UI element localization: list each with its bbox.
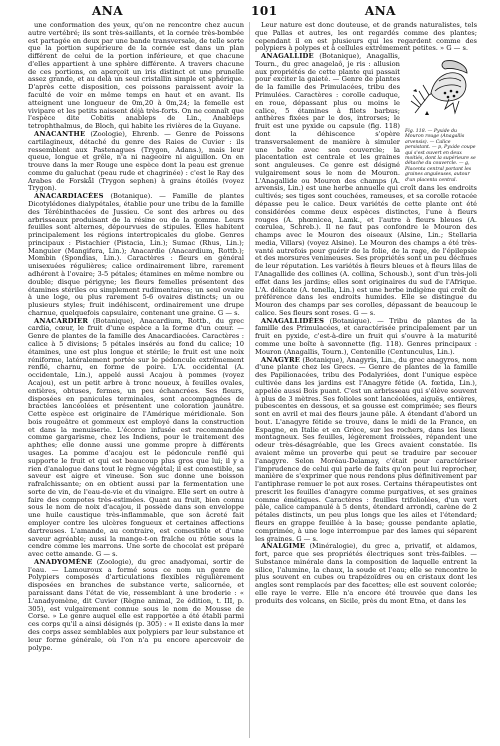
- entry-paragraph: [255, 318, 477, 357]
- entry-headword: ANADYOMÈNE: [34, 557, 93, 566]
- entry-text: (Botanique). — Tribu de plantes de la famille des Primulacées, et caractérisée principalement par un fruit en pyxide, c'est-à-dire un fruit qui s'ouvre à la maturité comme une boîte à savonnette (fig. 118). Genres principaux : Mouron (Anagallis, Tourn.), Centenille (Centunculus, Lin.).: [255, 316, 477, 356]
- entry-headword: ANACANTHE: [34, 129, 86, 138]
- pyxide-illustration: [405, 55, 477, 125]
- entry-headword: ANALGIME: [261, 542, 306, 551]
- figure-118: [405, 55, 477, 183]
- entry-paragraph: [28, 559, 244, 652]
- entry-headword: ANAGYRE: [261, 355, 301, 364]
- entry-text: (Botanique), Anagyris, Lin., du grec anagyros, nom d'une plante chez les Grecs. — Genre de plantes de la famille des Papilionacées, tribu des Podalyriées, dont l'unique espèce cultivée dans les jardins est l'Anagyre fétide (A. fœtida, Lin.), appelée aussi Bois puant. C'est un arbrisseau qui s'élève souvent à plus de 3 mètres. Ses folioles sont lancéolées, aiguës, entières, pubescentes en dessous, et sa gousse est comprimée; ses fleurs sont en avril et mai des fleurs jaune pâle. A étendant d'abord un bout. L'anagyre fétide se trouve, dans le midi de la France, en Espagne, en Italie et en Grèce, sur les rochers, dans les lieux montagneux. Ses feuilles, légèrement froissées, répandent une odeur très-désagréable, que les Grecs avaient constatée. Ils avaient même un proverbe qui peut se traduire par secouer l'anagyre. Selon Moréau-Delamay, c'était pour caractériser l'imprudence de celui qui parle de faits qu'on peut lui reprocher, manière de s'exprimer que nous rendons plus définitivement par l'antiphrase remuer le pot aux roses. Certains thérapeutistes ont prescrit les feuilles d'anagyre comme purgatives, et ses graines comme émétiques. Caractères : feuilles trifoliolées, d'un vert pâle, calice campanulé à 5 dents, étendard arrondi, carène de 2 pétales distincts, un peu plus longs que les ailes et l'étendard; fleurs en grappe feuillée à la base; gousse pendante aplatie, comprimée, à une loge interrompue par des lames qui séparent les graines. G — s.: [255, 355, 477, 543]
- running-head-right: ANA: [364, 4, 396, 18]
- entry-paragraph: [255, 22, 477, 53]
- entry-text: (Botanique). — Famille de plantes Dicotylédones dialypétales, établie pour une tribu de la famille des Térébinthacées de Jussieu. Ce sont des arbres ou des arbrisseaux produisant de la résine ou de la gomme. Leurs feuilles sont alternes, dépourvues de stipules. Elles habitent principalement les régions intertropicales du globe. Genres principaux : Pistachier (Pistacia, Lin.); Sumac (Rhus, Lin.); Manguier (Mangifera, Lin.); Anacardie (Anacardium, Rottb.); Mombin (Spondias, Lin.). Caractères : fleurs en général unisexuées régulières; calice ordinairement libre, rarement adhérent à l'ovaire; 3-5 pétales; étamines en même nombre ou double; disque périgyne; les fleurs femelles présentent des étamines stériles ou simplement rudimentaires; un seul ovaire à une loge, ou plus rarement 5-6 ovaires distincts; un ou plusieurs styles; fruit indéhiscent, ordinairement une drupe charnue, quelquefois capsulaire, contenant une graine. G — s.: [28, 192, 244, 317]
- entry-text: (Zoologie), Ehrenb. — Genre de Poissons cartilagineux, détaché du genre des Raies de Cuvier : ils ressemblent aux Pastenagues (Trygon, Adans.), mais leur queue, longue et grêle, n'a ni nageoire ni aiguillon. On en trouve dans la mer Rouge une espèce dont la peau est grenue comme du galuchat (peau rude et chagrinée) : c'est le Ray des Arabes de Forskål (Trygon sephen) à grains étoilés (voyez Trygon).: [28, 129, 244, 193]
- figure-caption: Fig. 118. — Pyxide du Mouron rouge (Anagallis arvensis). — Calice persistant. — p, Pyxide coupe qui s'est ouvert en deux moitiés, dont la supérieure se détache du couvercle. — g, Placenta central portant les graines anguleuses, autour d'un placenta central.: [405, 128, 476, 183]
- entry-paragraph: [28, 193, 244, 318]
- entry-text: Leur nature est donc douteuse, et de grands naturalistes, tels que Pallas et autres, les ont regardés comme des plantes; cependant il en est plusieurs qui les regardent comme des polypiers à polypes et à cellules extrêmement petites. » G — s.: [255, 22, 477, 53]
- entry-text: (Minéralogie), du grec a, privatif, et aldamos, fort, parce que ses propriétés électriques sont très-faibles. — Substance minérale dans la composition de laquelle entrent la silice, l'alumine, la chaux, la soude et l'eau; elle se rencontre le plus souvent en cubes ou trapézoïdres ou en cristaux dont les angles sont remplacés par des facettes; elle est souvent colorée; elle raye le verre. Elle n'a encore été trouvée que dans les produits des volcans, en Sicile, près du mont Etna, et dans les: [255, 542, 477, 605]
- entry-headword: ANACARDIER: [34, 316, 89, 325]
- right-column: [255, 22, 477, 742]
- entry-headword: ANACARDIACÉES: [34, 192, 104, 201]
- column-divider: [249, 22, 250, 738]
- left-column: [28, 22, 244, 742]
- entry-paragraph: [255, 543, 477, 605]
- entry-text: une conformation des yeux, qu'on ne rencontre chez aucun autre vertébré; ils sont très-saillants, et la cornée très-bombée est partagée en deux par une bande transversale, de telle sorte que la portion supérieure de la cornée est dans un plan différent de celui de la portion inférieure, et que chacune d'elles appartient à une sphère différente. A travers chacune de ces portions, on aperçoit un iris distinct et une prunelle assez grande, et au delà un seul cristallin simple et sphérique. D'après cette disposition, ces poissons paraissent avoir la faculté de voir en même temps en haut et en avant. Ils atteignent une longueur de 0m,20 à 0m,24; la femelle est vivipare et les petits naissent déjà très-forts. On ne connaît que l'espèce dite Cobitis anableps de Lin., Anableps tetrophthalmus, de Bloch, qui habite les rivières de la Guyane.: [28, 22, 244, 131]
- page-number: 101: [251, 4, 278, 18]
- entry-text: (Botanique), Anagallis, Tourn., du grec anagelaô, je ris : allusion aux propriétés de cette plante qui passait pour exciter la gaieté. — Genre de plantes de la famille des Primulacées, tribu des Primulées. Caractères : corolle caduque, en roue, dépassant plus ou moins le calice, 5 étamines à filets barbus; anthères fixées par le dos, introrses; le fruit est une pyxide ou capsule (fig. 118) dont la déhiscence s'opère transversalement de manière à simuler une boîte avec son couvercle; la placentation est centrale et les graines sont anguleuses. Ce genre est désigné vulgairement sous le nom de Mouron. L'Anagallide ou Mouron des champs (A. arvensis, Lin.) est une herbe annuelle qui croît dans les endroits cultivés; ses tiges sont couchées, rameuses, et sa corolle rotacée dépasse peu le calice. Deux variétés de cette plante ont été considérées comme deux espèces distinctes, l'une à fleurs rouges (A. phœnicea, Lamk., et l'autre à fleurs bleues (A. cœrulea, Schreb.). Il ne faut pas confondre le Mouron des champs avec le Mouron des oiseaux (Alsine, Lin.; Stellaria media, Villars) (voyez Alsine). Le Mouron des champs a été très-vanté autrefois pour guérir de la folie, de la rage, de l'épilepsie et des morsures venimeuses. Ses propriétés sont un peu déchues de leur réputation. Les variétés à fleurs bleues et à fleurs lilas de l'Anagallide des collines (A. collina, Schousb.), sont d'un très-joli effet dans les jardins; elles sont originaires du sud de l'Afrique. L'A. délicate (A. tenella, Lin.) est une herbe indigène qui croît de préférence dans les endroits humides. Elle se distingue du Mouron des champs par ses corolles, dépassant de beaucoup le calice. Ses fleurs sont roses. G — s.: [255, 52, 477, 317]
- entry-headword: ANAGALLIDE: [261, 52, 314, 61]
- running-head-left: ANA: [92, 4, 124, 18]
- entry-paragraph: [255, 357, 477, 544]
- entry-text: (Botanique), Anacardium, Rottb., du grec cardia, cœur, le fruit d'une espèce a la forme d'un cœur. — Genre de plantes de la famille des Anacardiacées. Caractères : calice à 5 divisions; 5 pétales insérés au fond du calice; 10 étamines, une est plus longue et stérile; le fruit est une noix réniforme, latéralement portée sur le pédoncule extrêmement renflé, charnu, en forme de poire. L'A. occidental (A. occidentale, Lin.), appelé aussi Acajou à pommes (voyez Acajou), est un petit arbre à tronc noueux, à feuilles ovales, entières, obtuses, fermes, un peu échancrées. Ses fleurs, disposées en panicules terminales, sont accompagnées de bractées lancéolées et présentent une coloration jaunâtre. Cette espèce est originaire de l'Amérique méridionale. Son bois rougeâtre et gommeux est employé dans la construction et dans la menuiserie. L'écorce infusée est recommandée comme gargarisme, chez les Indiens, pour le traitement des aphthes; elle donne aussi une gomme propre à différents usages. La pomme d'acajou est le pédoncule renflé qui supporte le fruit et qui est beaucoup plus gros que lui; il y a rien d'analogue dans tout le règne végétal; il est comestible, sa saveur est aigre et vineuse. Son suc donne une boisson rafraîchissante; on en obtient aussi par la fermentation une sorte de vin, de l'eau-de-vie et du vinaigre. Elle sert en outre à faire des compotes très-estimées. Quant au fruit, bien connu sous le nom de noix d'acajou, il possède dans son enveloppe une huile caustique très-inflammable, que son âcreté fait employer contre les ulcères fongueux et certaines affections dartreuses. L'amande, au contraire, est comestible et d'une saveur agréable; aussi la mange-t-on fraîche ou rôtie sous la cendre comme les marrons. Une sorte de chocolat est préparé avec cette amande. G — s.: [28, 316, 244, 559]
- entry-paragraph: [28, 131, 244, 193]
- entry-paragraph: [28, 22, 244, 131]
- entry-paragraph: [28, 318, 244, 559]
- page-header: [28, 4, 476, 22]
- entry-headword: ANAGALLIDÉES: [261, 316, 325, 325]
- entry-text: (Zoologie), du grec anadyomai, sortir de l'eau. — Lamouroux a formé sous ce nom un genre de Polypiers composés d'articulations flexibles régulièrement disposées en branches de substance verte, salicornée, et paraissant dans l'état de vie, ressemblant à une broderie : « L'anadyomène, dit Cuvier (Règne animal, 2e édition, t. III, p. 305), est vulgairement connue sous le nom de Mousse de Corse. » Le genre auquel elle est rapportée a été établi parmi ces corps qu'il a ainsi désignés (p. 305) : « Il existe dans la mer des corps assez semblables aux polypiers par leur substance et leur forme générale, où l'on n'a pu encore apercevoir de polype.: [28, 557, 244, 652]
